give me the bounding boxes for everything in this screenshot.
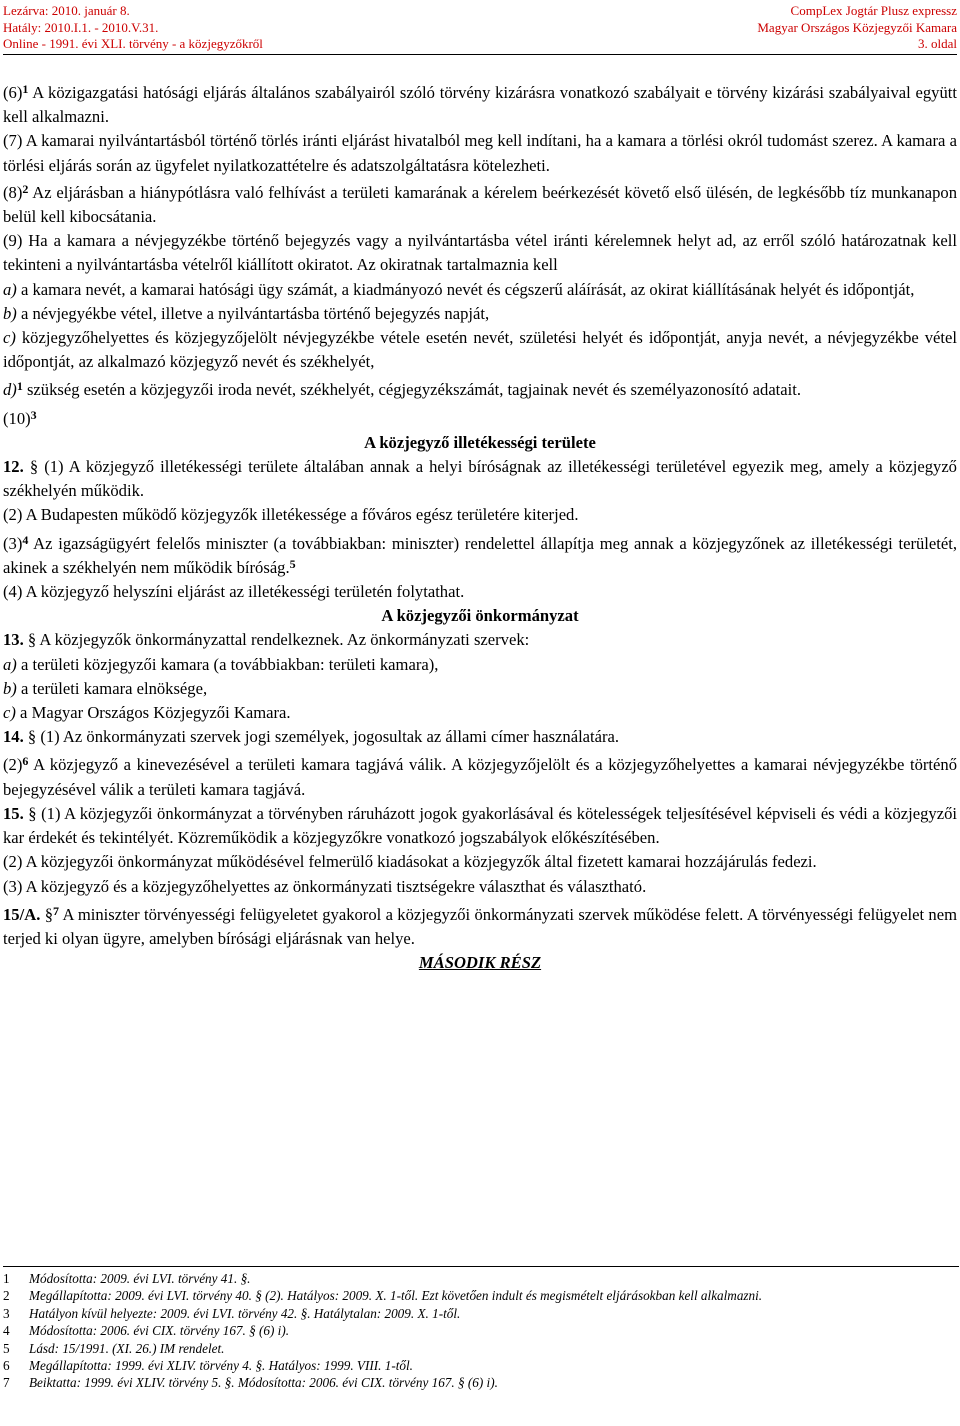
footnote-ref[interactable]: 4 (22, 532, 29, 547)
footnote-item: 4 Módosította: 2006. évi CIX. törvény 167. § (6) i). (3, 1323, 290, 1339)
section-13-item-b: b) a területi kamara elnöksége, (3, 678, 208, 698)
header-closed-date: Lezárva: 2010. január 8. (3, 3, 130, 18)
footnote-item: 7 Beiktatta: 1999. évi XLIV. törvény 5. §. Módosította: 2006. évi CIX. törvény 167. § (6) i). (3, 1375, 498, 1391)
footnote-ref[interactable]: 7 (53, 903, 59, 918)
section-12-para-1: 12. § (1) A közjegyző illetékességi területe általában annak a helyi bíróságnak az illetékességi területével egyezik meg, amely a közjegyző székhelyén működik. (3, 457, 957, 501)
footnote-item: 1 Módosította: 2009. évi LVI. törvény 41. §. (3, 1271, 251, 1286)
item-c: c) közjegyzőhelyettes és közjegyzőjelölt névjegyzékbe vétele esetén nevét, születési helyét és időpontját, anyja nevét, a névjegyzékbe vétel időpontját, az alkalmazó közjegyző nevét és székhelyét, (3, 328, 957, 372)
paragraph-6: $(6)^1$ A közigazgatási hatósági eljárás általános szabályairól szóló törvény kizárásra vonatkozó szabályait e törvény kizárási szabályaival együtt kell alkalmazni. (3, 82, 957, 127)
footnote-ref[interactable]: 5 (289, 556, 296, 571)
footnote-item: 6 Megállapította: 1999. évi XLIV. törvény 4. §. Hatályos: 1999. VIII. 1-től. (3, 1358, 413, 1374)
footnote-item: 5 Lásd: 15/1991. (XI. 26.) IM rendelet. (3, 1340, 225, 1356)
header-page-number: 3. oldal (918, 36, 957, 51)
header-org: Magyar Országos Közjegyzői Kamara (757, 19, 957, 35)
item-d: d)$^1$ szükség esetén a közjegyzői iroda nevét, székhelyét, cégjegyzékszámát, tagjainak nevét és személyazonosító adatait. (3, 379, 802, 400)
footnote-ref[interactable]: 3 (30, 407, 37, 422)
paragraph-10: $(10)^3$ (3, 407, 37, 428)
section-13-item-c: c) a Magyar Országos Közjegyzői Kamara. (3, 703, 291, 723)
header-right (757, 3, 957, 53)
page-header (0, 0, 960, 52)
paragraph-7: (7) A kamarai nyilvántartásból történő törlés iránti eljárást hivatalból meg kell indítani, ha a kamara a törlési okról tudomást szerez. A kamara a törlési eljárás során az ügyfelet nyilatkozattételre és adatszolgáltatásra kötelezheti. (3, 131, 957, 175)
footnote-item: 3 Hatályon kívül helyezte: 2009. évi LVI. törvény 42. §. Hatálytalan: 2009. X. 1-től. (3, 1305, 461, 1321)
paragraph-9: (9) Ha a kamara a névjegyzékbe történő bejegyzés vagy a nyilvántartásba vétel iránti kérelemnek helyt ad, az erről szóló határozatnak kell tekinteni a nyilvántartásba vételről kiállított okiratot. Az okiratnak tartalmaznia kell (3, 231, 957, 275)
section-12-para-2: (2) A Budapesten működő közjegyzők illetékessége a főváros egész területére kiterjed. (3, 505, 579, 525)
section-15-para-2: (2) A közjegyzői önkormányzat működésével felmerülő kiadásokat a közjegyzők által fizetett kamarai hozzájárulás fedezi. (3, 852, 817, 872)
section-14-para-2: $(2)^6$ A közjegyző a kinevezésével a területi kamara tagjává válik. A közjegyzőjelölt és a közjegyzőhelyettes a kamarai névjegyzékbe történő bejegyzésével válik a területi kamara tagjává. (3, 754, 957, 799)
section-heading-jurisdiction: A közjegyző illetékességi területe (364, 432, 596, 452)
item-a: a) a kamara nevét, a kamarai hatósági ügy számát, a kiadmányozó nevét és cégszerű aláírását, az okirat kiállításának helyét és időpontját, (3, 279, 915, 299)
section-15a: 15/A. §$^7$ A miniszter törvényességi felügyeletet gyakorol a közjegyzői önkormányzati szervek működése felett. A törvényességi felügyelet nem terjed ki olyan ügyre, amelyben bírósági eljárásnak van helye. (3, 903, 957, 948)
header-left (3, 3, 263, 53)
footnote-ref[interactable]: 6 (22, 754, 29, 769)
header-product: CompLex Jogtár Plusz expressz (790, 3, 957, 18)
section-12-para-3: $(3)^4$ Az igazságügyért felelős miniszter (a továbbiakban: miniszter) rendelettel állapítja meg annak a közjegyzőnek az illetékességi területét, akinek a székhelyén nem működik bíróság.$^5$ (3, 532, 957, 577)
paragraph-8: $(8)^2$ Az eljárásban a hiánypótlásra való felhívást a területi kamarának a kérelem beérkezését követő első ülésén, de legkésőbb tíz munkanapon belül kell kibocsátania. (3, 181, 957, 227)
footnote-item: 2 Megállapította: 2009. évi LVI. törvény 40. § (2). Hatályos: 2009. X. 1-től. Ezt követően indult és megismételt eljárásokban kell alkalmazni. (3, 1288, 763, 1304)
footnote-rule (3, 1266, 959, 1267)
part-heading: MÁSODIK RÉSZ (418, 953, 542, 973)
header-rule (3, 54, 957, 55)
footnote-ref[interactable]: 1 (22, 82, 29, 96)
header-validity: Hatály: 2010.I.1. - 2010.V.31. (3, 19, 159, 35)
item-b: b) a névjegyékbe vétel, illetve a nyilvántartásba történő bejegyzés napját, (3, 303, 490, 323)
section-13: 13. § A közjegyzők önkormányzattal rendelkeznek. Az önkormányzati szervek: (3, 630, 530, 650)
footnote-ref[interactable]: 2 (22, 181, 29, 196)
section-12-para-4: (4) A közjegyző helyszíni eljárást az illetékességi területén folytathat. (3, 582, 465, 602)
section-15-para-1: 15. § (1) A közjegyzői önkormányzat a törvényben ráruházott jogok gyakorlásával és kötelességek teljesítésével képviseli és védi a közjegyzői kar érdekét és tekintélyét. Közreműködik a közjegyzőkre vonatkozó jogszabályok előkészítésében. (3, 803, 957, 848)
header-law-title: Online - 1991. évi XLI. törvény - a közjegyzőkről (3, 36, 263, 51)
section-15-para-3: (3) A közjegyző és a közjegyzőhelyettes az önkormányzati tisztségekre választhat és választható. (3, 876, 647, 896)
footnote-ref[interactable]: 1 (16, 379, 23, 394)
document-body (3, 81, 957, 975)
footnotes (3, 1270, 957, 1392)
section-14-para-1: 14. § (1) Az önkormányzati szervek jogi személyek, jogosultak az állami címer használatára. (3, 727, 620, 747)
section-13-item-a: a) a területi közjegyzői kamara (a továbbiakban: területi kamara), (3, 654, 439, 674)
section-heading-self-government: A közjegyzői önkormányzat (381, 606, 579, 626)
